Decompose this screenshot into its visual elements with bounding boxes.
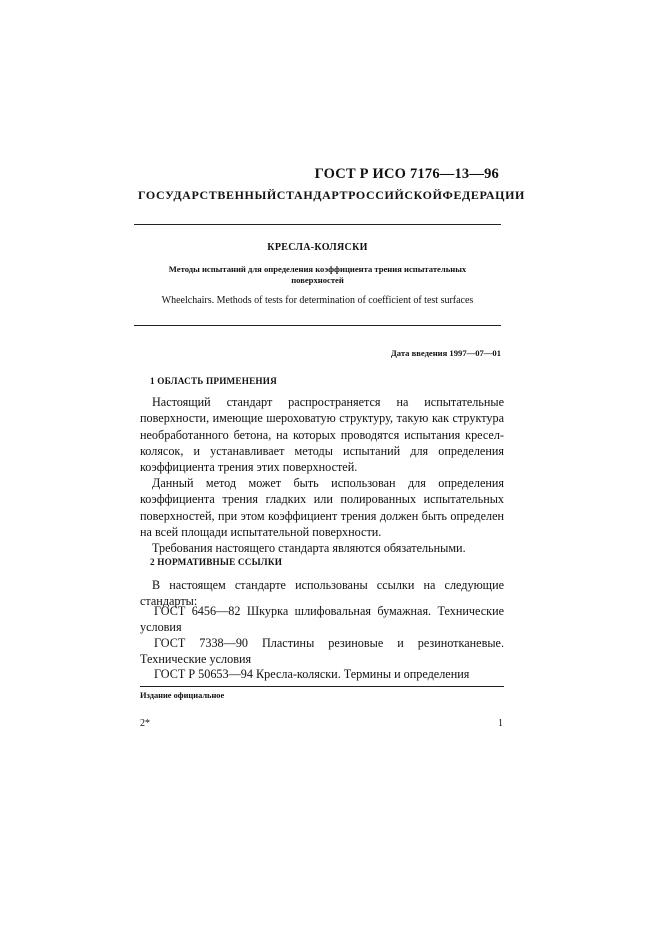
reference-item: ГОСТ Р 50653—94 Кресла-коляски. Термины и определения <box>154 667 470 681</box>
document-subtitle-en: Wheelchairs. Methods of tests for determination of coefficient of test surfaces <box>161 295 474 306</box>
edition-label: Издание официальное <box>140 691 225 700</box>
page-number: 1 <box>498 718 503 729</box>
section-2-heading: 2 НОРМАТИВНЫЕ ССЫЛКИ <box>150 557 283 567</box>
organization-header <box>138 188 525 203</box>
introduction-date: Дата введения 1997—07—01 <box>390 348 501 358</box>
paragraph: В настоящем стандарте использованы ссылки на следующие стандарты: <box>140 578 504 609</box>
reference-item: ГОСТ 7338—90 Пластины резиновые и резинотканевые. Технические условия <box>140 636 504 667</box>
paragraph: Данный метод может быть использован для определения коэффициента трения гладких или полированных испытательных поверхностей, при этом коэффициент трения должен быть определен на всей площади испытательной поверхности. <box>140 476 504 539</box>
paragraph: Требования настоящего стандарта являются обязательными. <box>152 541 466 555</box>
title-divider-bottom <box>134 325 501 326</box>
org-word: ГОСУДАРСТВЕННЫЙ <box>138 188 277 202</box>
org-word: ФЕДЕРАЦИИ <box>442 188 525 202</box>
subtitle-line: Методы испытаний для определения коэффициента трения испытательных <box>168 264 467 274</box>
signature-mark: 2* <box>140 718 150 729</box>
footer-divider <box>140 686 504 687</box>
reference-item: ГОСТ 6456—82 Шкурка шлифовальная бумажная. Технические условия <box>140 604 504 635</box>
document-title: КРЕСЛА-КОЛЯСКИ <box>267 242 368 253</box>
document-subtitle-ru <box>150 264 485 286</box>
org-word: СТАНДАРТ <box>276 188 349 202</box>
section-1-heading: 1 ОБЛАСТЬ ПРИМЕНЕНИЯ <box>150 376 277 386</box>
document-number: ГОСТ Р ИСО 7176—13—96 <box>314 166 499 182</box>
paragraph: Настоящий стандарт распространяется на испытательные поверхности, имеющие шероховатую структуру, такую как структура необработанного бетона, на которых проводятся испытания кресел-колясок, и устанавливает методы испытаний для определения коэффициента трения этих поверхностей. <box>140 395 504 475</box>
subtitle-line: поверхностей <box>291 275 344 285</box>
org-word: РОССИЙСКОЙ <box>348 188 443 202</box>
title-divider-top <box>134 224 501 225</box>
